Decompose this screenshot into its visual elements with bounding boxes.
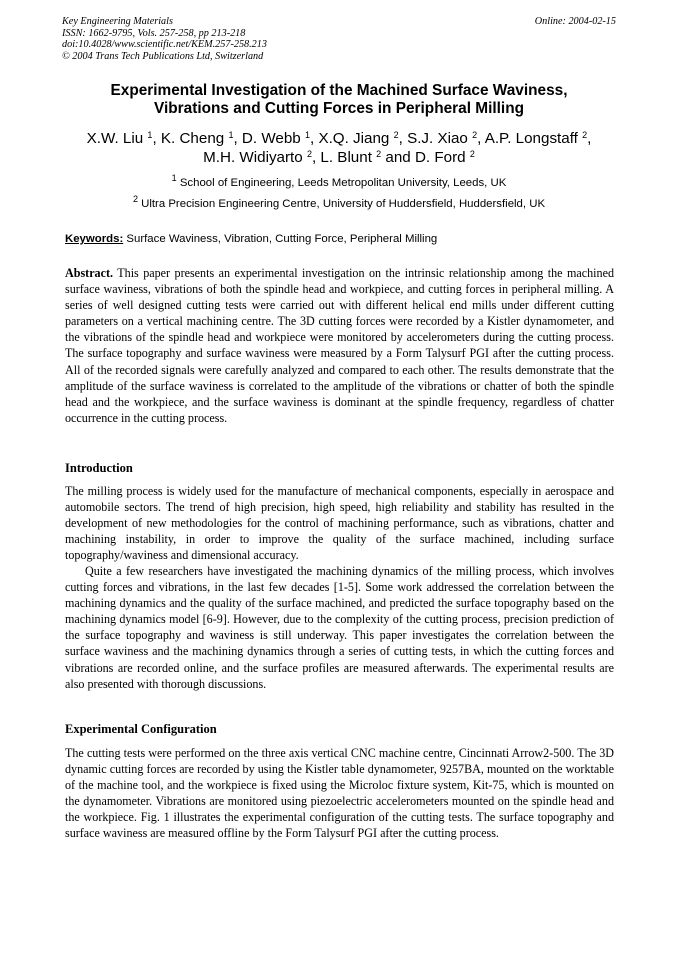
author: M.H. Widiyarto $^2$, bbox=[203, 149, 321, 166]
author: L. Blunt $^2$ and bbox=[320, 149, 415, 166]
keywords bbox=[65, 232, 616, 246]
keywords-text: Surface Waviness, Vibration, Cutting Force, Peripheral Milling bbox=[126, 233, 438, 245]
affiliation-1: $^1$ School of Engineering, Leeds Metropolitan University, Leeds, UK bbox=[171, 173, 507, 189]
paper-title bbox=[62, 82, 616, 118]
author: K. Cheng $^1$, bbox=[160, 130, 242, 147]
title-line-2: Vibrations and Cutting Forces in Peripheral Milling bbox=[154, 100, 524, 117]
author: X.Q. Jiang $^2$, bbox=[318, 130, 408, 147]
author: S.J. Xiao $^2$, bbox=[407, 130, 485, 147]
experimental-paragraph-1: The cutting tests were performed on the three axis vertical CNC machine centre, Cincinnati Arrow2-500. The 3D dynamic cutting forces are recorded by using the Kistler table dynamometer, 9257BA, mounted on the worktable of the machine tool, and the workpiece is fixed using the Microloc fixture system, Kit-75, which is mounted on the dynamometer. Vibrations are monitored using piezoelectric accelerometers mounted on the spindle head and the workpiece. Fig. 1 illustrates the experimental configuration of the cutting tests. The surface topography and surface waviness are measured offline by the Form Talysurf PGI after the cutting process. bbox=[65, 746, 614, 841]
online-date: Online: 2004-02-15 bbox=[534, 16, 616, 27]
affiliation-2: $^2$ Ultra Precision Engineering Centre, University of Huddersfield, Huddersfield, UK bbox=[132, 194, 546, 210]
author: X.W. Liu $^1$, bbox=[86, 130, 161, 147]
author: A.P. Longstaff $^2$, bbox=[484, 130, 592, 147]
abstract-label: Abstract. bbox=[65, 266, 114, 280]
abstract bbox=[65, 265, 614, 426]
author: D. Webb $^1$, bbox=[241, 130, 319, 147]
journal-header bbox=[62, 16, 616, 62]
introduction-paragraph-2: Quite a few researchers have investigated the machining dynamics of the milling process, which involves cutting forces and vibrations, in the last few decades [1-5]. Some work addressed the correlation between the machining dynamics and the quality of the surface machined, and predicted the surface topography based on the machining dynamics model [6-9]. However, due to the complexity of the cutting process, precision prediction of the surface topography and waviness is still underway. This paper investigates the correlation between the surface waviness and the machining dynamics through a series of cutting tests, in which the cutting forces and vibrations are recorded online, and the surface profiles are measured afterwards. The experimental results are also presented with thorough discussions. bbox=[65, 564, 614, 691]
journal-name: Key Engineering Materials bbox=[62, 16, 173, 27]
introduction-paragraph-1: The milling process is widely used for the manufacture of mechanical components, especially in aerospace and automobile sectors. The trend of high precision, high speed, high reliability and stability has resulted in the development of new methodologies for the control of machining performance, such as vibrations, chatter and machining instability, in order to improve the quality of the surface machined, including surface topography/waviness and dimensional accuracy. bbox=[65, 484, 614, 563]
keywords-label: Keywords: bbox=[65, 233, 124, 245]
experimental-heading: Experimental Configuration bbox=[65, 722, 217, 736]
author-list bbox=[40, 129, 638, 167]
journal-doi: doi:10.4028/www.scientific.net/KEM.257-258.213 bbox=[62, 39, 267, 51]
introduction-heading: Introduction bbox=[65, 461, 133, 475]
journal-issn: ISSN: 1662-9795, Vols. 257-258, pp 213-218 bbox=[62, 27, 246, 39]
title-line-1: Experimental Investigation of the Machined Surface Waviness, bbox=[110, 82, 568, 99]
journal-copyright: © 2004 Trans Tech Publications Ltd, Switzerland bbox=[62, 50, 264, 62]
author: D. Ford $^2$ bbox=[414, 149, 475, 166]
abstract-text: This paper presents an experimental investigation on the intrinsic relationship among the machined surface waviness, vibrations of both the spindle head and workpiece, and cutting forces in peripheral milling. A series of well designed cutting tests were carried out with different helical end mills under different cutting parameters on a vertical machining centre. The 3D cutting forces were recorded by a Kistler dynamometer, and the vibrations of the spindle head and workpiece were monitored by accelerometers during the cutting process. The surface topography and surface waviness were measured by a Form Talysurf PGI after the cutting process. All of the recorded signals were carefully analyzed and compared to each other. The results demonstrate that the amplitude of the surface waviness is correlated to the amplitude of the vibrations or chatter of both the spindle head and the workpiece, and the surface waviness is dominant at the spindle frequency, regardless of chatter occurrence in the cutting process. bbox=[65, 266, 614, 425]
